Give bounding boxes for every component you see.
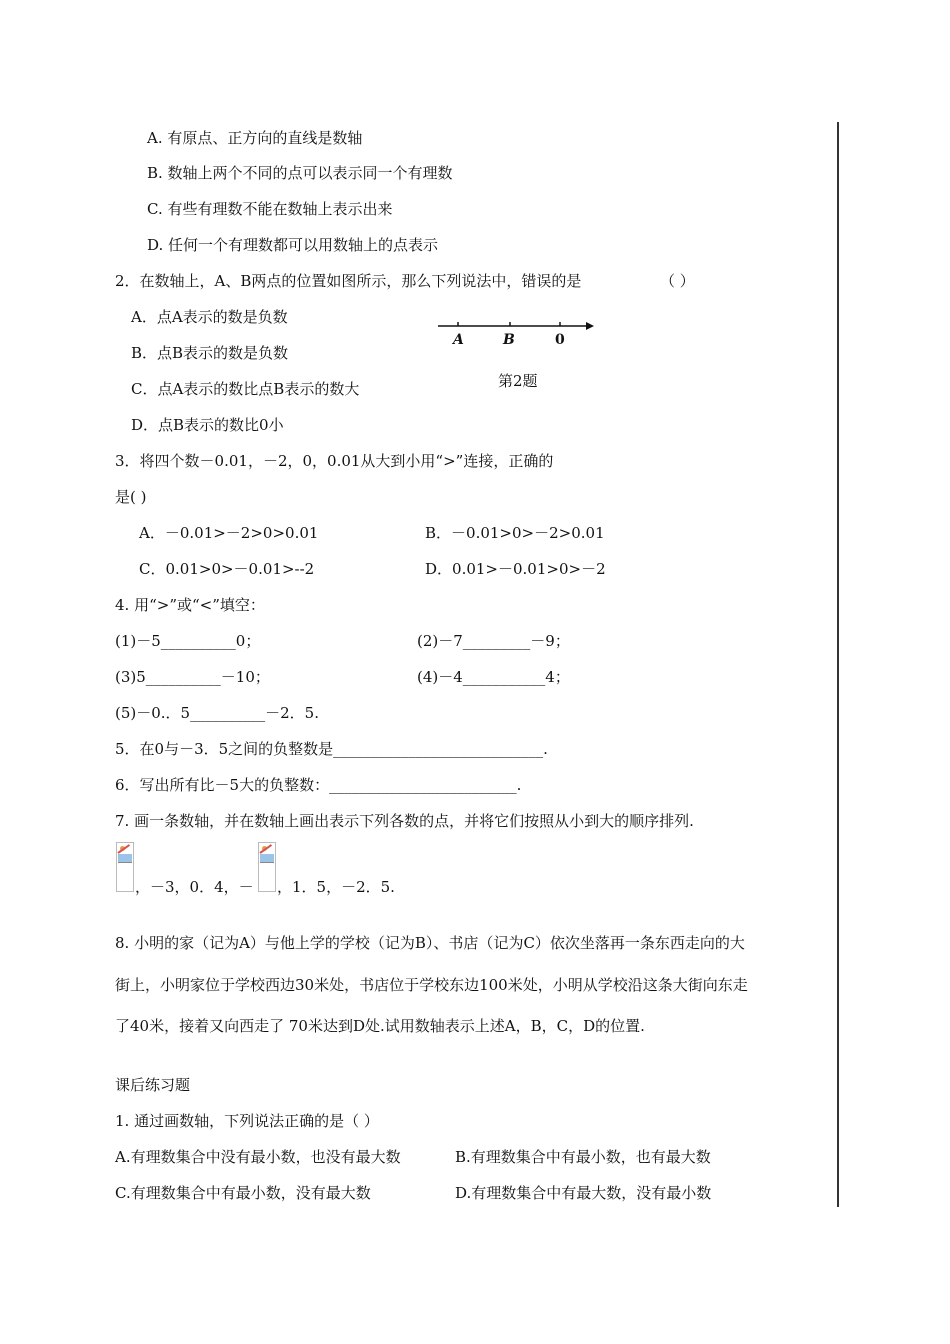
q4-item-5: (5)－0.．5__________－2．5. [115, 704, 319, 722]
q2-option-d: D．点B表示的数比0小 [131, 416, 284, 434]
q2-option-b: B．点B表示的数是负数 [131, 344, 289, 362]
q8-line-3: 了40米，接着又向西走了 70米达到D处.试用数轴表示上述A，B，C，D的位置. [115, 1017, 645, 1035]
q7-stem: 7. 画一条数轴，并在数轴上画出表示下列各数的点，并将它们按照从小到大的顺序排列. [115, 812, 694, 830]
after-class-q1-stem: 1. 通过画数轴，下列说法正确的是（ ） [115, 1112, 379, 1130]
q1-option-c: C. 有些有理数不能在数轴上表示出来 [147, 200, 393, 218]
q6: 6．写出所有比－5大的负整数：_________________________. [115, 776, 522, 794]
q3-option-b: B．－0.01>0>－2>0.01 [425, 524, 605, 542]
q2-answer-paren: （ ） [660, 272, 695, 290]
q7-numbers-part2: ，1．5，－2．5. [277, 878, 395, 896]
q3-stem-continued: 是( ) [115, 488, 147, 506]
q1-option-d: D. 任何一个有理数都可以用数轴上的点表示 [147, 236, 439, 254]
q2-option-a: A．点A表示的数是负数 [131, 308, 288, 326]
q4-stem: 4. 用“>”或“<”填空： [115, 596, 265, 614]
q4-item-3: (3)5__________－10； [115, 668, 270, 686]
q2-option-c: C．点A表示的数比点B表示的数大 [131, 380, 360, 398]
q4-item-1: (1)－5__________0； [115, 632, 261, 650]
q7-numbers-part1: ，－3，0．4，－ [135, 878, 254, 896]
figure-caption: 第2题 [498, 372, 538, 390]
q3-stem: 3．将四个数－0.01，－2，0，0.01从大到小用“>”连接，正确的 [115, 452, 554, 470]
after-class-title: 课后练习题 [115, 1076, 191, 1094]
after-class-option-b: B.有理数集合中有最小数，也有最大数 [455, 1148, 711, 1166]
q5: 5．在0与－3．5之间的负整数是____________________________. [115, 740, 548, 758]
missing-image-icon-1 [116, 842, 134, 892]
after-class-option-d: D.有理数集合中有最大数，没有最小数 [455, 1184, 712, 1202]
q3-option-c: C．0.01>0>－0.01>--2 [139, 560, 315, 578]
q8-line-2: 街上，小明家位于学校西边30米处，书店位于学校东边100米处，小明从学校沿这条大街向东走 [115, 976, 748, 994]
margin-rule [837, 122, 839, 1207]
missing-image-icon-2 [258, 842, 276, 892]
q3-option-a: A．－0.01>－2>0>0.01 [139, 524, 319, 542]
q4-item-4: (4)－4___________4； [417, 668, 570, 686]
label-zero: 0 [555, 332, 565, 348]
label-a: A [453, 332, 464, 348]
after-class-option-c: C.有理数集合中有最小数，没有最大数 [115, 1184, 371, 1202]
after-class-option-a: A.有理数集合中没有最小数，也没有最大数 [115, 1148, 401, 1166]
number-line-arrow [586, 322, 594, 330]
q1-option-b: B. 数轴上两个不同的点可以表示同一个有理数 [147, 164, 453, 182]
q3-option-d: D．0.01>－0.01>0>－2 [425, 560, 606, 578]
q1-option-a: A. 有原点、正方向的直线是数轴 [147, 129, 363, 147]
q4-item-2: (2)－7_________－9； [417, 632, 570, 650]
q2-stem: 2．在数轴上，A、B两点的位置如图所示，那么下列说法中，错误的是 [115, 272, 582, 290]
q8-line-1: 8. 小明的家（记为A）与他上学的学校（记为B）、书店（记为C）依次坐落再一条东西走向的大 [115, 934, 745, 952]
label-b: B [503, 332, 515, 348]
